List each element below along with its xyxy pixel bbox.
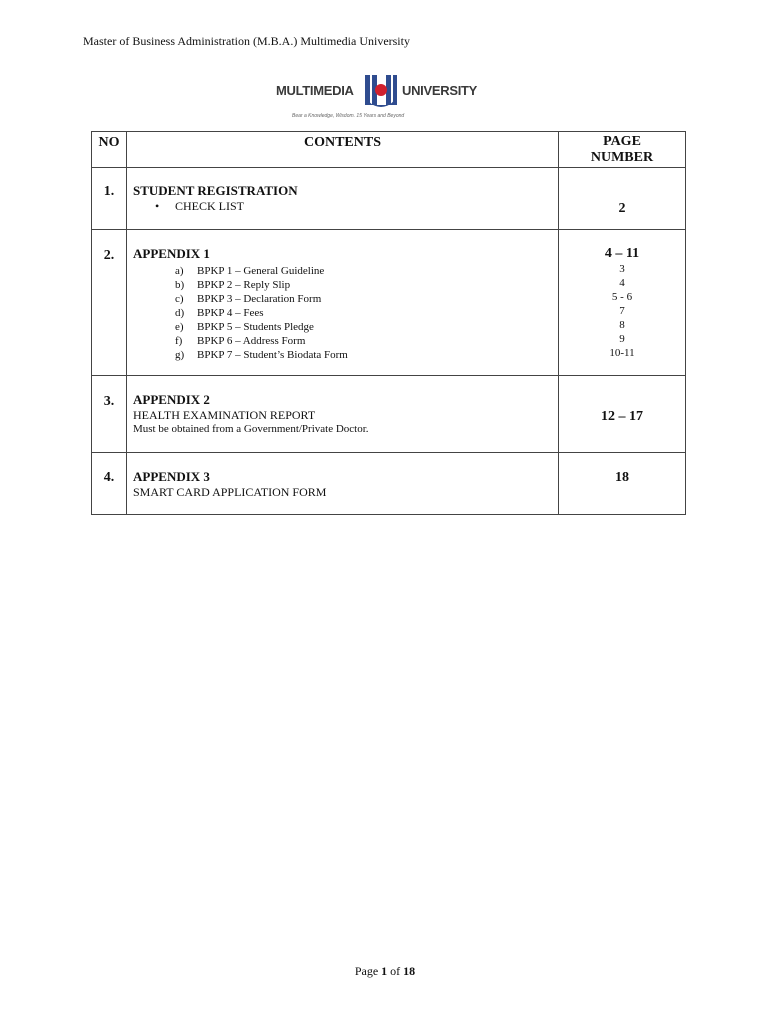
item-page: 3 (619, 263, 625, 275)
item-letter: e) (175, 321, 184, 333)
row-number: 3. (92, 376, 127, 453)
item-page: 4 (619, 277, 625, 289)
item-text: BPKP 6 – Address Form (197, 335, 306, 347)
item-letter: f) (175, 335, 183, 347)
row-page: 12 – 17 (559, 376, 686, 453)
table-row (92, 230, 686, 376)
table-row (92, 376, 686, 453)
item-page: 8 (619, 319, 625, 331)
contents-table (91, 131, 686, 515)
item-letter: g) (175, 349, 185, 361)
row-number: 1. (92, 168, 127, 230)
row-number: 2. (92, 230, 127, 376)
document-header: Master of Business Administration (M.B.A.) Multimedia University (83, 34, 410, 48)
item-text: BPKP 7 – Student’s Biodata Form (197, 349, 348, 361)
logo-tagline: Bear a Knowledge, Wisdom. 15 Years and Beyond (292, 113, 405, 119)
row-title: STUDENT REGISTRATION (133, 183, 298, 198)
bullet-icon: • (155, 199, 160, 213)
logo-word-left: MULTIMEDIA (276, 83, 354, 98)
table-header-row (92, 132, 686, 168)
list-item (175, 348, 558, 362)
item-page: 7 (619, 305, 625, 317)
row-title: APPENDIX 2 (133, 392, 210, 407)
item-letter: c) (175, 293, 184, 305)
item-letter: a) (175, 265, 184, 277)
table-row (92, 168, 686, 230)
university-emblem-icon (362, 73, 400, 113)
footer-current-page: 1 (381, 964, 388, 978)
table-row (92, 453, 686, 515)
header-page-line2: NUMBER (590, 150, 654, 165)
list-item (175, 264, 558, 278)
row-note: Must be obtained from a Government/Private Doctor. (133, 423, 369, 435)
row-page (559, 230, 686, 376)
item-page: 10-11 (609, 347, 635, 359)
university-logo (270, 73, 480, 125)
list-item (175, 292, 558, 306)
item-text: BPKP 3 – Declaration Form (197, 293, 322, 305)
list-item (175, 306, 558, 320)
footer-total-pages: 18 (403, 964, 416, 978)
item-page: 9 (619, 333, 625, 345)
item-text: BPKP 2 – Reply Slip (197, 279, 291, 291)
item-page: 5 - 6 (611, 291, 633, 303)
row-subtitle: SMART CARD APPLICATION FORM (133, 485, 327, 499)
row-contents (127, 376, 559, 453)
item-text: BPKP 5 – Students Pledge (197, 321, 314, 333)
header-no: NO (92, 132, 127, 168)
header-page-number (559, 132, 686, 168)
list-item (175, 334, 558, 348)
row-title: APPENDIX 1 (133, 246, 210, 261)
list-item (175, 320, 558, 334)
bullet-item (133, 199, 558, 214)
appendix-item-list (175, 264, 558, 362)
row-contents (127, 168, 559, 230)
row-contents (127, 230, 559, 376)
page-footer (0, 964, 770, 979)
footer-prefix: Page (354, 964, 379, 978)
logo-word-right: UNIVERSITY (402, 83, 478, 98)
row-title: APPENDIX 3 (133, 469, 210, 484)
item-letter: b) (175, 279, 185, 291)
item-letter: d) (175, 307, 185, 319)
row-subtitle: HEALTH EXAMINATION REPORT (133, 408, 316, 422)
row-number: 4. (92, 453, 127, 515)
row-page: 2 (559, 168, 686, 230)
row-contents (127, 453, 559, 515)
item-text: BPKP 1 – General Guideline (197, 265, 325, 277)
footer-of: of (390, 964, 401, 978)
item-text: BPKP 4 – Fees (197, 307, 264, 319)
row-page-range: 4 – 11 (604, 246, 640, 261)
header-contents: CONTENTS (127, 132, 559, 168)
row-page: 18 (559, 453, 686, 515)
list-item (175, 278, 558, 292)
bullet-text: CHECK LIST (175, 199, 244, 213)
header-page-line1: PAGE (603, 134, 641, 149)
